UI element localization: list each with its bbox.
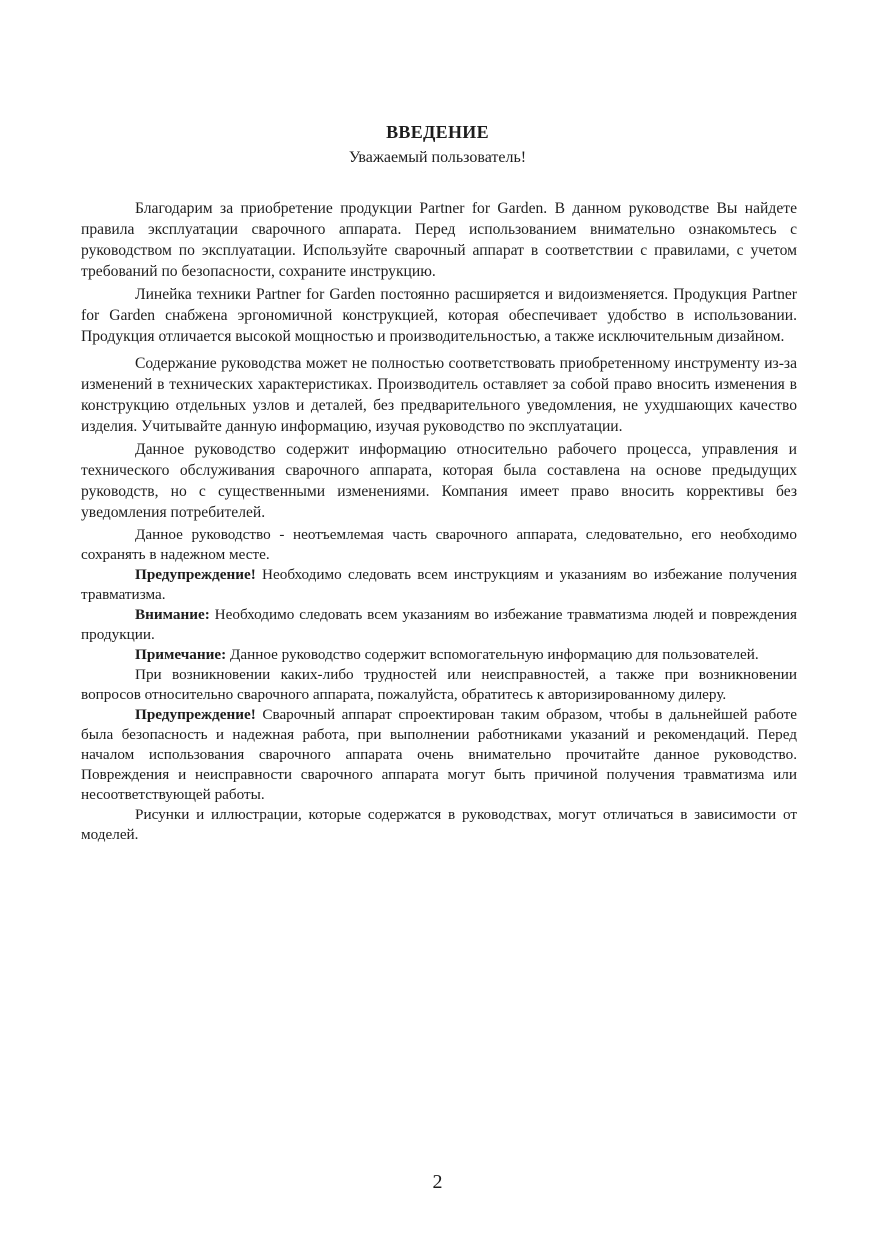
warning-label: Предупреждение! <box>135 566 256 583</box>
paragraph-text: Благодарим за приобретение продукции Partner for Garden. В данном руководстве Вы найдете правила эксплуатации сварочного аппарата. Перед использованием внимательно ознакомьтесь с руководством по эксплуатации. Используйте сварочный аппарат в соответствии с правилами, с учетом требований по безопасности, сохраните инструкцию. <box>81 200 797 280</box>
paragraph-text: Содержание руководства может не полностью соответствовать приобретенному инструменту из-за изменений в технических характеристиках. Производитель оставляет за собой право вносить изменения в конструкцию отдельных узлов и деталей, без предварительного уведомления, не ухудшающих качество изделия. Учитывайте данную информацию, изучая руководство по эксплуатации. <box>81 355 797 435</box>
paragraph <box>81 284 797 347</box>
page-number: 2 <box>432 1171 443 1193</box>
paragraph <box>81 665 797 705</box>
paragraph-text: Необходимо следовать всем указаниям во избежание травматизма людей и повреждения продукции. <box>81 606 797 643</box>
paragraph <box>81 353 797 437</box>
document-body <box>81 198 797 845</box>
paragraph-text: Данное руководство содержит информацию относительно рабочего процесса, управления и технического обслуживания сварочного аппарата, которая была составлена на основе предыдущих руководств, но с существенными изменениями. Компания имеет право вносить коррективы без уведомления потребителей. <box>81 441 797 521</box>
attention-label: Внимание: <box>135 606 210 623</box>
note-paragraph <box>81 645 797 665</box>
attention-paragraph <box>81 605 797 645</box>
paragraph <box>81 805 797 845</box>
paragraph-text: Рисунки и иллюстрации, которые содержатся в руководствах, могут отличаться в зависимости от моделей. <box>81 806 797 843</box>
paragraph <box>81 439 797 523</box>
paragraph <box>81 198 797 282</box>
paragraph-text: При возникновении каких-либо трудностей или неисправностей, а также при возникновении вопросов относительно сварочного аппарата, пожалуйста, обратитесь к авторизированному дилеру. <box>81 666 797 703</box>
paragraph-text: Необходимо следовать всем инструкциям и указаниям во избежание получения травматизма. <box>81 566 798 603</box>
warning-paragraph <box>81 705 797 805</box>
note-label: Примечание: <box>135 646 227 663</box>
paragraph-text: Данное руководство - неотъемлемая часть сварочного аппарата, следовательно, его необходимо сохранять в надежном месте. <box>81 526 797 563</box>
paragraph-text: Данное руководство содержит вспомогательную информацию для пользователей. <box>229 646 759 663</box>
paragraph-text: Сварочный аппарат спроектирован таким образом, чтобы в дальнейшей работе была безопасность и надежная работа, при выполнении работниками указаний и рекомендаций. Перед началом использования сварочного аппарата очень внимательно прочитайте данное руководство. Повреждения и неисправности сварочного аппарата могут быть причиной получения травматизма или несоответствующей работы. <box>81 706 797 803</box>
page-title: ВВЕДЕНИЕ <box>386 122 489 142</box>
paragraph-text: Линейка техники Partner for Garden постоянно расширяется и видоизменяется. Продукция Partner for Garden снабжена эргономичной конструкцией, которая обеспечивает удобство в использовании. Продукция отличается высокой мощностью и производительностью, а также исключительным дизайном. <box>81 286 797 345</box>
warning-label: Предупреждение! <box>135 706 256 723</box>
warning-paragraph <box>81 565 797 605</box>
paragraph <box>81 525 797 565</box>
greeting: Уважаемый пользователь! <box>348 149 527 166</box>
